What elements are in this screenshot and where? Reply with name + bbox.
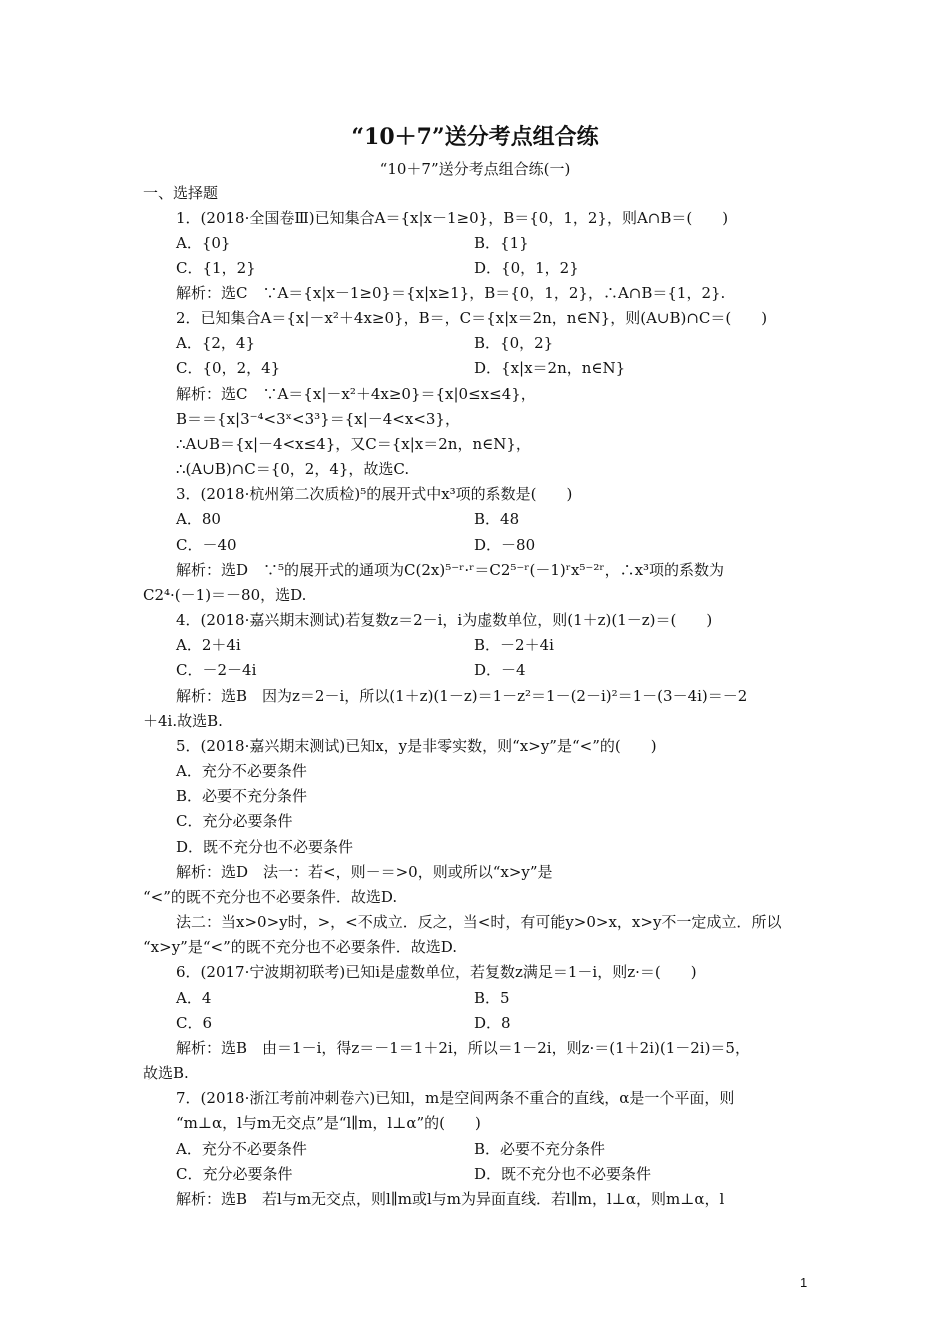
text-line: B．{0，2} <box>474 334 554 352</box>
text-line: C．－2－4i <box>176 661 257 679</box>
text-line: 解析：选D ∵⁵的展开式的通项为C(2x)⁵⁻ʳ·ʳ＝C2⁵⁻ʳ(－1)ʳx⁵⁻²ʳ，∴x³项的系数为 <box>176 561 725 579</box>
page-subtitle: “10＋7”送分考点组合练(一) <box>379 160 571 178</box>
text-line: 5．(2018·嘉兴期末测试)已知x，y是非零实数，则“x>y”是“<”的( ) <box>176 737 657 755</box>
text-line: B．{1} <box>474 234 529 252</box>
text-line: C2⁴·(－1)＝－80，选D. <box>143 586 307 604</box>
text-line: ∴A∪B＝{x|－4<x≤4}，又C＝{x|x＝2n，n∈N}， <box>176 435 531 453</box>
text-line: B＝＝{x|3⁻⁴<3ˣ<3³}＝{x|－4<x<3}， <box>176 410 460 428</box>
text-line: D．{0，1，2} <box>474 259 579 277</box>
text-line: B．必要不充分条件 <box>176 787 308 805</box>
text-line: “m⊥α，l与m无交点”是“l∥m，l⊥α”的( ) <box>176 1114 481 1132</box>
text-line: D．－4 <box>474 661 526 679</box>
text-line: C．{1，2} <box>176 259 256 277</box>
page-number: 1 <box>800 1275 808 1290</box>
text-line: A．充分不必要条件 <box>176 1140 307 1158</box>
text-line: D．既不充分也不必要条件 <box>176 838 354 856</box>
text-line: C．{0，2，4} <box>176 359 281 377</box>
text-line: B．－2＋4i <box>474 636 554 654</box>
text-line: D．8 <box>474 1014 511 1032</box>
text-line: 解析：选C ∵A＝{x|－x²＋4x≥0}＝{x|0≤x≤4}， <box>176 385 536 403</box>
page-title: “10＋7”送分考点组合练 <box>351 124 599 150</box>
text-line: C．充分必要条件 <box>176 812 293 830</box>
text-line: A．2＋4i <box>176 636 241 654</box>
section-heading: 一、选择题 <box>143 184 219 202</box>
text-line: B．5 <box>474 989 510 1007</box>
text-line: A．{0} <box>176 234 231 252</box>
text-line: 故选B. <box>143 1064 189 1082</box>
text-line: D．{x|x＝2n，n∈N} <box>474 359 626 377</box>
text-line: C．－40 <box>176 536 237 554</box>
text-line: 解析：选B 由＝1－i，得z＝－1＝1＋2i，所以＝1－2i，则z·＝(1＋2i)(1－2i)＝5， <box>176 1039 750 1057</box>
text-line: A．4 <box>176 989 212 1007</box>
text-line: A．{2，4} <box>176 334 256 352</box>
text-line: “<”的既不充分也不必要条件．故选D. <box>143 888 398 906</box>
text-line: 7．(2018·浙江考前冲刺卷六)已知l，m是空间两条不重合的直线，α是一个平面，则 <box>176 1089 735 1107</box>
text-line: “x>y”是“<”的既不充分也不必要条件．故选D. <box>143 938 458 956</box>
text-line: A．充分不必要条件 <box>176 762 307 780</box>
text-line: B．必要不充分条件 <box>474 1140 606 1158</box>
text-line: ＋4i.故选B. <box>143 712 223 730</box>
text-line: 解析：选C ∵A＝{x|x－1≥0}＝{x|x≥1}，B＝{0，1，2}，∴A∩B＝{1，2}. <box>176 284 726 302</box>
text-line: A．80 <box>176 510 221 528</box>
text-line: 法二：当x>0>y时，>，<不成立．反之，当<时，有可能y>0>x，x>y不一定成立．所以 <box>176 913 782 931</box>
text-line: 3．(2018·杭州第二次质检)⁵的展开式中x³项的系数是( ) <box>176 485 573 503</box>
text-line: C．充分必要条件 <box>176 1165 293 1183</box>
text-line: 6．(2017·宁波期初联考)已知i是虚数单位，若复数z满足＝1－i，则z·＝( ) <box>176 963 697 981</box>
text-line: ∴(A∪B)∩C＝{0，2，4}，故选C. <box>176 460 410 478</box>
text-line: 1．(2018·全国卷Ⅲ)已知集合A＝{x|x－1≥0}，B＝{0，1，2}，则A∩B＝( ) <box>176 209 729 227</box>
text-line: D．既不充分也不必要条件 <box>474 1165 652 1183</box>
text-line: 2．已知集合A＝{x|－x²＋4x≥0}，B＝，C＝{x|x＝2n，n∈N}，则(A∪B)∩C＝( ) <box>176 309 768 327</box>
text-line: 解析：选D 法一：若<，则－＝>0，则或所以“x>y”是 <box>176 863 553 881</box>
text-line: 解析：选B 因为z＝2－i，所以(1＋z)(1－z)＝1－z²＝1－(2－i)²＝1－(3－4i)＝－2 <box>176 687 748 705</box>
text-line: 解析：选B 若l与m无交点，则l∥m或l与m为异面直线．若l∥m，l⊥α，则m⊥α，l <box>176 1190 725 1208</box>
text-line: 4．(2018·嘉兴期末测试)若复数z＝2－i，i为虚数单位，则(1＋z)(1－z)＝( ) <box>176 611 713 629</box>
text-line: C．6 <box>176 1014 213 1032</box>
text-line: D．－80 <box>474 536 536 554</box>
text-line: B．48 <box>474 510 520 528</box>
